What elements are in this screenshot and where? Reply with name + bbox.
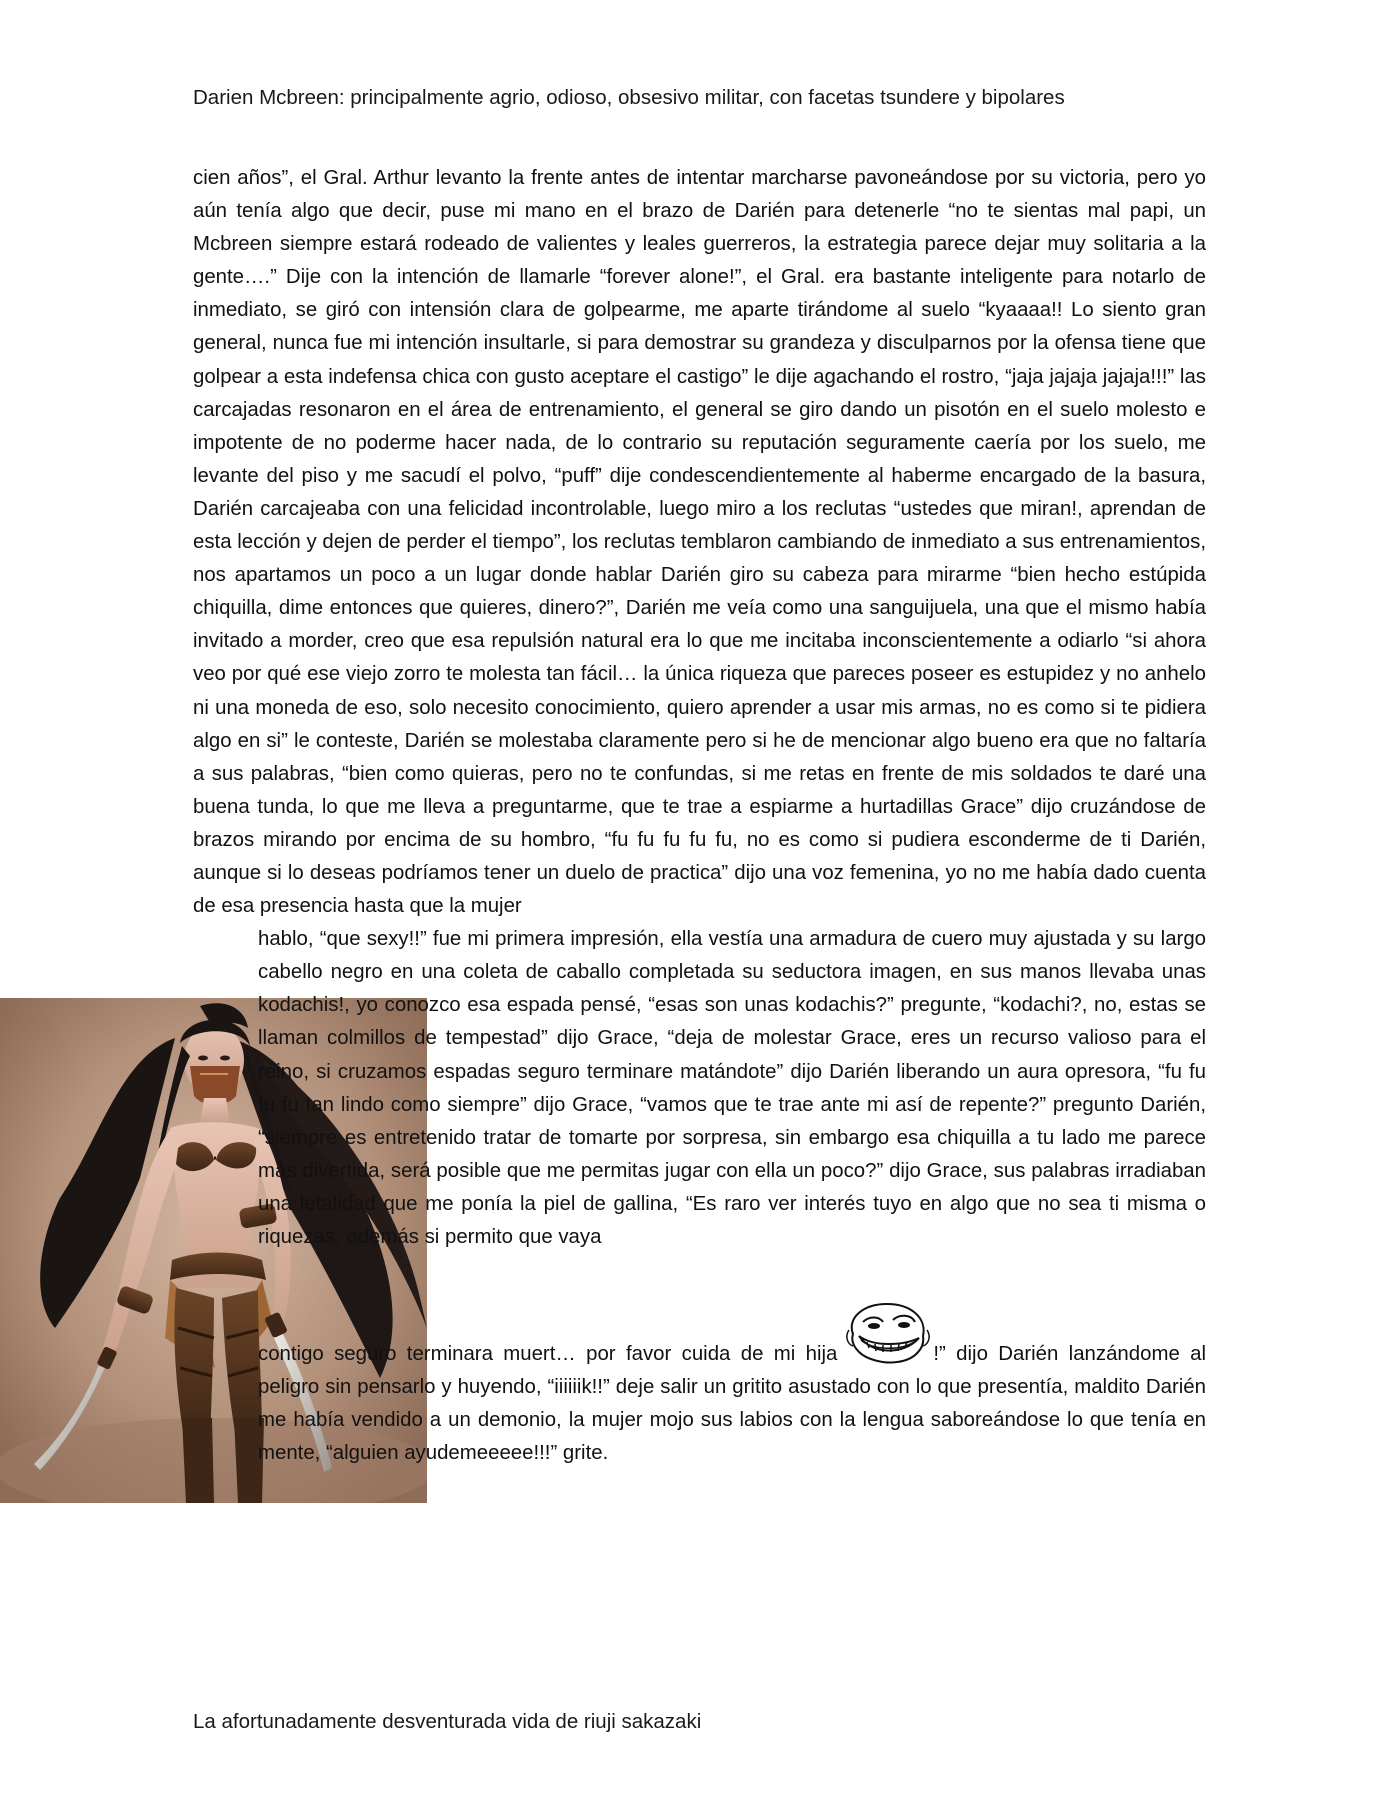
- body-text: [193, 162, 1206, 1470]
- running-footer: La afortunadamente desventurada vida de riuji sakazaki: [193, 1710, 702, 1733]
- troll-face-icon: [841, 1300, 931, 1366]
- paragraph-troll-line: [193, 1300, 1206, 1470]
- illustration-wrap-space: [0, 923, 258, 1451]
- paragraph-troll-before: contigo seguro terminara muert… por favor cuida de mi hija: [258, 1343, 838, 1366]
- paragraph-wrapped: hablo, “que sexy!!” fue mi primera impresión, ella vestía una armadura de cuero muy ajustada y su largo cabello negro en una coleta de caballo completada su seductora imagen, en sus manos llevaba unas kodachis!, yo conozco esa espada pensé, “esas son unas kodachis?” pregunte, “kodachi?, no, estas se llaman colmillos de tempestad” dijo Grace, “deja de molestar Grace, eres un recurso valioso para el reino, si cruzamos espadas seguro terminare matándote” dijo Darién liberando un aura opresora, “fu fu fu fu tan lindo como siempre” dijo Grace, “vamos que te trae ante mi así de repente?” pregunto Darién, “siempre es entretenido tratar de tomarte por sorpresa, sin embargo esa chiquilla a tu lado me parece más divertida, será posible que me permitas jugar con ella un poco?” dijo Grace, sus palabras irradiaban una letalidad que me ponía la piel de gallina, “Es raro ver interés tuyo en algo que no sea ti misma o riquezas, además si permito que vaya: [258, 928, 1206, 1248]
- troll-line-gap: [193, 1254, 1206, 1300]
- running-header: Darien Mcbreen: principalmente agrio, odioso, obsesivo militar, con facetas tsundere y bipolares: [193, 86, 1065, 109]
- paragraph-troll-after: !” dijo Darién lanzándome al peligro sin pensarlo y huyendo, “iiiiiik!!” deje salir un gritito asustado con lo que presentía, maldito Darién me había vendido a un demonio, la mujer mojo sus labios con la lengua saboreándose lo que tenía en mente, “alguien ayudemeeeee!!!” grite.: [258, 1343, 1206, 1465]
- paragraph-main: cien años”, el Gral. Arthur levanto la frente antes de intentar marcharse pavoneándose por su victoria, pero yo aún tenía algo que decir, puse mi mano en el brazo de Darién para detenerle “no te sientas mal papi, un Mcbreen siempre estará rodeado de valientes y leales guerreros, la estrategia parece dejar muy solitaria a la gente….” Dije con la intención de llamarle “forever alone!”, el Gral. era bastante inteligente para notarlo de inmediato, se giró con intensión clara de golpearme, me aparte tirándome al suelo “kyaaaa!! Lo siento gran general, nunca fue mi intención insultarle, si para demostrar su grandeza y disculparnos por la ofensa tiene que golpear a esta indefensa chica con gusto aceptare el castigo” le dije agachando el rostro, “jaja jajaja jajaja!!!” las carcajadas resonaron en el área de entrenamiento, el general se giro dando un pisotón en el suelo molesto e impotente de no poderme hacer nada, de lo contrario su reputación seguramente caería por los suelo, me levante del piso y me sacudí el polvo, “puff” dije condescendientemente al haberme encargado de la basura, Darién carcajeaba con una felicidad incontrolable, luego miro a los reclutas “ustedes que miran!, aprendan de esta lección y dejen de perder el tiempo”, los reclutas temblaron cambiando de inmediato a sus entrenamientos, nos apartamos un poco a un lugar donde hablar Darién giro su cabeza para mirarme “bien hecho estúpida chiquilla, dime entonces que quieres, dinero?”, Darién me veía como una sanguijuela, una que el mismo había invitado a morder, creo que esa repulsión natural era lo que me incitaba inconscientemente a odiarlo “si ahora veo por qué ese viejo zorro te molesta tan fácil… la única riqueza que pareces poseer es estupidez y no anhelo ni una moneda de eso, solo necesito conocimiento, quiero aprender a usar mis armas, no es como si te pidiera algo en si” le conteste, Darién se molestaba claramente pero si he de mencionar algo bueno era que no faltaría a sus palabras, “bien como quieras, pero no te confundas, si me retas en frente de mis soldados te daré una buena tunda, lo que me lleva a preguntarme, que te trae a espiarme a hurtadillas Grace” dijo cruzándose de brazos mirando por encima de su hombro, “fu fu fu fu fu, no es como si pudiera esconderme de ti Darién, aunque si lo deseas podríamos tener un duelo de practica” dijo una voz femenina, yo no me había dado cuenta de esa presencia hasta que la mujer: [193, 167, 1206, 918]
